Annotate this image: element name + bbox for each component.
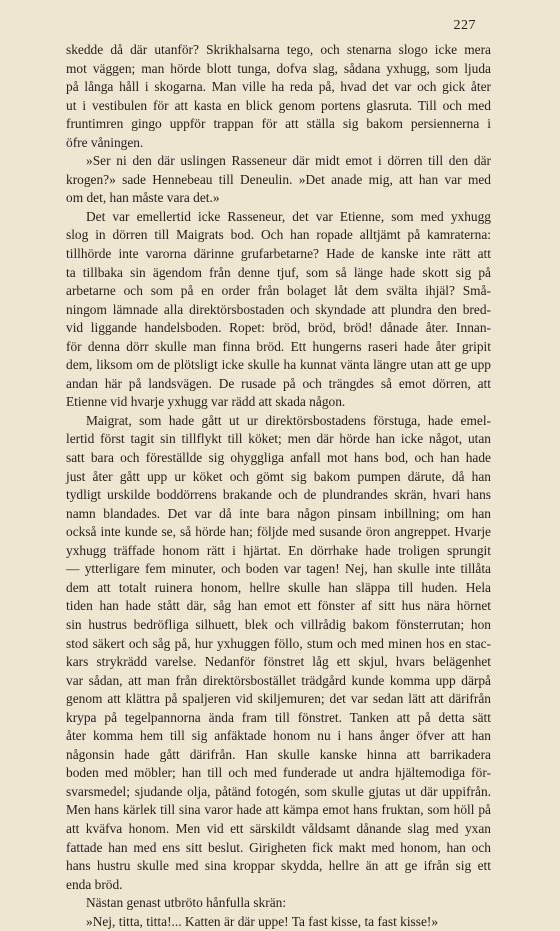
text-line: skedde då där utanför? Skrikhalsarna tego, och stenarna slogo icke mera bbox=[66, 42, 491, 57]
text-line: krogen?» sade Hennebeau till Deneulin. »Det anade mig, att han var med bbox=[66, 171, 491, 187]
text-line: dem att totalt ruinera honom, hellre skulle han släppa till huden. Hela bbox=[66, 579, 491, 595]
text-line: fattade han med ens sitt beslut. Girigheten fick makt med honom, han och bbox=[66, 839, 491, 855]
text-line: enda bröd. bbox=[66, 876, 123, 892]
text-line: slog in dörren till Maigrats bod. Och han ropade alltjämt på kamraterna: bbox=[66, 227, 491, 243]
text-line: Nästan genast utbröto hånfulla skrän: bbox=[86, 895, 287, 911]
text-line: boden med möbler; han till och med funderade ut andra hjältemodiga för- bbox=[66, 765, 491, 781]
text-line: ut i vestibulen för att kasta en blick genom portens glasruta. Till och med bbox=[66, 97, 491, 113]
text-line: vid liggande handelsboden. Ropet: bröd, bröd, bröd! dånade åter. Innan- bbox=[66, 320, 491, 336]
page-number: 227 bbox=[453, 18, 476, 33]
text-line: om det, han måste vara det.» bbox=[66, 190, 220, 206]
text-line: fruntimren gingo uppför trappan för att ställa sig bakom persiennerna i bbox=[66, 116, 491, 132]
text-line: Men hans kärlek till sina varor hade att kämpa emot hans fruktan, som höll på bbox=[66, 802, 491, 818]
text-line: — ytterligare fem minuter, och boden var tagen! Nej, han skulle inte tillåta bbox=[66, 561, 491, 577]
text-line: yxhugg träffade honom rätt i hjärtat. En dörrhake hade troligen sprungit bbox=[66, 542, 491, 558]
text-line: Etienne vid hvarje yxhugg var rädd att skada någon. bbox=[66, 394, 346, 410]
text-line: Det var emellertid icke Rasseneur, det var Etienne, som med yxhugg bbox=[86, 208, 491, 224]
body-text bbox=[66, 41, 491, 931]
text-line: »Nej, titta, titta!... Katten är där uppe! Ta fast kisse, ta fast kisse!» bbox=[86, 913, 439, 929]
text-line: genom att klättra på spaljeren vid skiljemuren; det var sedan lätt att därifrån bbox=[66, 691, 491, 707]
text-line: arbetarne och som på en order från bolaget låt dem svälta ihjäl? Små- bbox=[66, 283, 491, 299]
text-line: andan här på landsvägen. De rusade på och trängdes så emot dörren, att bbox=[66, 375, 491, 391]
text-line: just åter gått upp ur köket och gömt sig bakom pumpen därute, då han bbox=[66, 468, 491, 484]
text-line: Maigrat, som hade gått ut ur direktörsbostadens förstuga, hade emel- bbox=[86, 412, 491, 428]
text-line: ningom lämnade alla direktörsbostaden och skyndade att plundra den bred- bbox=[66, 301, 491, 317]
text-line: åter komma hem till sig anfäktade honom nu i hans ånger öfver att han bbox=[66, 728, 491, 744]
text-line: att kväfva honom. Men vid ett särskildt våldsamt dånande slag med yxan bbox=[66, 820, 491, 836]
text-line: för denna dörr skulle man finna bröd. Ett hungerns raseri hade åter gripit bbox=[66, 338, 491, 354]
text-line: mot väggen; man hörde blott tunga, dofva slag, sådana yxhugg, som ljuda bbox=[66, 60, 491, 76]
text-line: var sådan, att man från direktörsbostället trädgård kunde komma upp därpå bbox=[66, 672, 491, 688]
text-line: ta tillbaka sin ägendom från denne tjuf, som så länge hade skott sig på bbox=[66, 264, 491, 280]
text-line: namn blandades. Det var då inte bara någon pinsam inbillning; om han bbox=[66, 505, 491, 521]
text-line: sin hustrus bedröfliga silhuett, blek och villrådig bakom fönsterrutan; hon bbox=[66, 616, 491, 632]
text-line: öfre våningen. bbox=[66, 134, 144, 150]
text-line: svarsmedel; sjudande olja, påtänd fotogén, som skulle gjutas ut där uppifrån. bbox=[66, 783, 491, 799]
text-line: stod säkert och såg på, hur yxhuggen föllo, stum och med minen hos en stac- bbox=[66, 635, 491, 651]
text-line: krypa på tegelpannorna ända fram till fönstret. Tanken att på detta sätt bbox=[66, 709, 491, 725]
text-line: tiden han hade stått där, såg han emot ett fönster af sitt hus nära hörnet bbox=[66, 598, 491, 614]
text-line: hans hustru skulle med sina kroppar skydda, hellre än att ge ifrån sig ett bbox=[66, 858, 491, 874]
text-line: på långa håll i skogarna. Man ville ha reda på, hvad det var och gick åter bbox=[66, 79, 491, 95]
text-line: kars strykrädd varelse. Nedanför fönstret låg ett skjul, hvars belägenhet bbox=[66, 654, 491, 670]
text-line: satt bara och föreställde sig ohyggliga anfall mot hans bod, och han hade bbox=[66, 450, 491, 466]
text-line: också inte kunde se, så hörde han; följde med susande öron angreppet. Hvarje bbox=[66, 524, 491, 540]
text-line: tydligt urskilde boddörrens brakande och de plundrandes skrän, hvari hans bbox=[66, 487, 491, 503]
text-line: »Ser ni den där uslingen Rasseneur där midt emot i dörren till den där bbox=[86, 153, 491, 169]
text-line: dem, liksom om de plötsligt icke skulle ha kunnat vänta längre utan att ge upp bbox=[66, 357, 491, 373]
text-line: tillhörde inte varorna därinne grufarbetarne? Hade de kanske inte rätt att bbox=[66, 246, 491, 262]
text-line: någonsin hade gått därifrån. Han skulle kanske hinna att barrikadera bbox=[66, 746, 491, 762]
text-line: lertid först tagit sin tillflykt till köket; men där hörde han icke något, utan bbox=[66, 431, 491, 447]
